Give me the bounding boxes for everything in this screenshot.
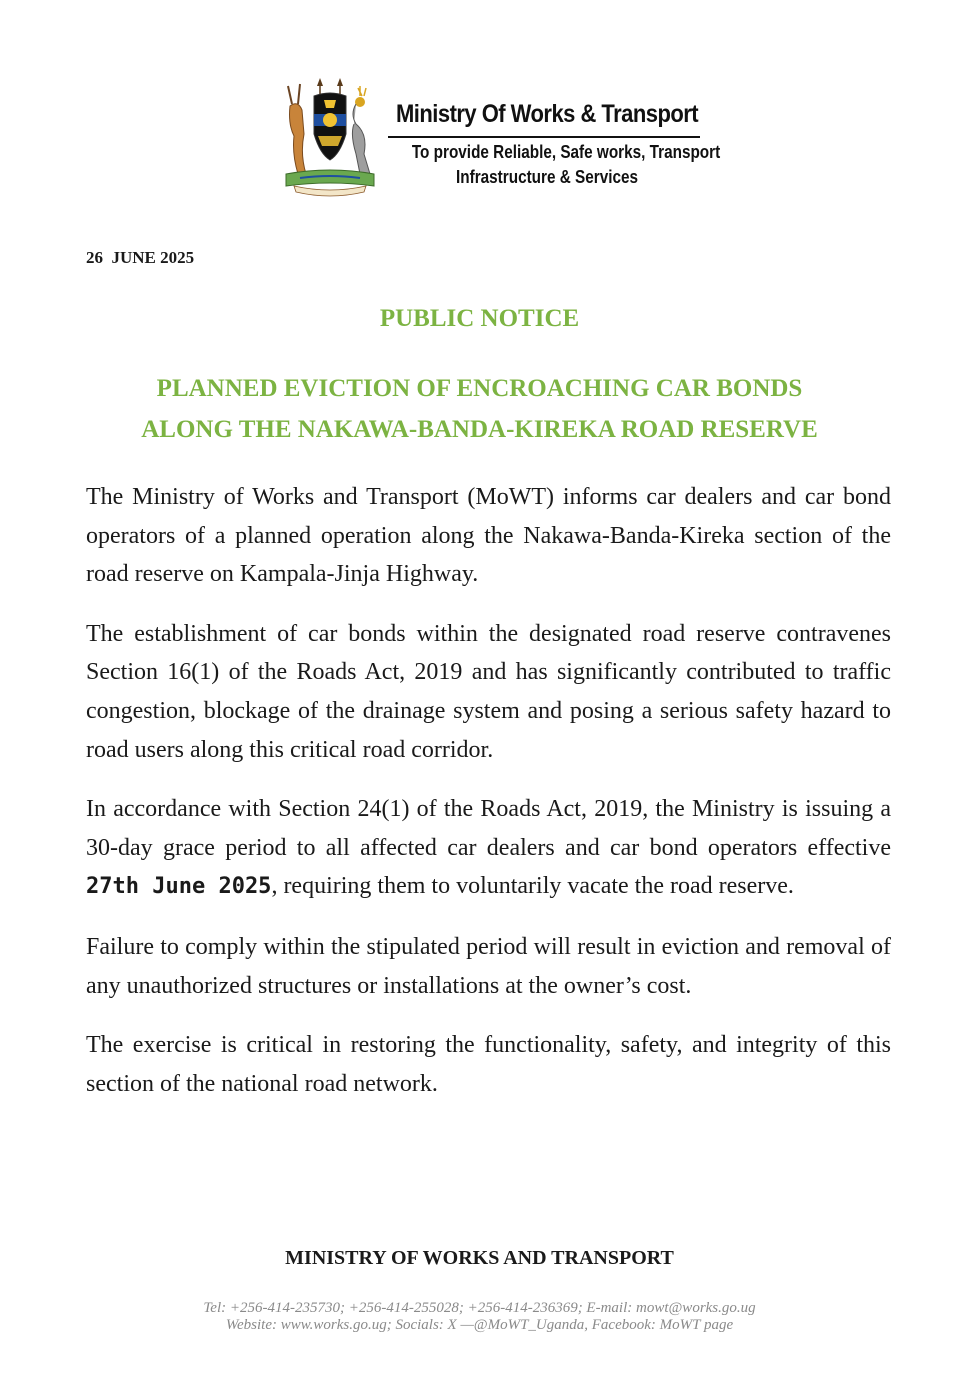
letterhead [280,74,721,209]
paragraph-2: The establishment of car bonds within the designated road reserve contravenes Section 16(1) of the Roads Act, 2019 and has significantly contributed to traffic congestion, blockage of the drainage system and posing a serious safety hazard to road users along this critical road corridor. [86,620,891,763]
notice-title-line2: ALONG THE NAKAWA-BANDA-KIREKA ROAD RESERVE [141,416,818,443]
ministry-name-underline [388,136,700,138]
ministry-name: Ministry Of Works & Transport [396,100,699,128]
paragraph-3-after: , requiring them to voluntarily vacate the road reserve. [271,873,794,900]
footer-contact-line: Tel: +256-414-235730; +256-414-255028; +256-414-236369; E-mail: mowt@works.go.ug [203,1300,756,1316]
paragraph-4: Failure to comply within the stipulated period will result in eviction and removal of any unauthorized structures or installations at the owner’s cost. [86,933,891,999]
ministry-tagline-line1: To provide Reliable, Safe works, Transport [411,142,721,162]
effective-date: 27th June 2025 [86,874,272,900]
ministry-tagline-line2: Infrastructure & Services [456,167,638,187]
footer-web-line: Website: www.works.go.ug; Socials: X —@MoWT_Uganda, Facebook: MoWT page [225,1317,734,1333]
notice-title [40,368,919,450]
paragraph-1: The Ministry of Works and Transport (MoWT) informs car dealers and car bond operators of a planned operation along the Nakawa-Banda-Kireka section of the road reserve on Kampala-Jinja Highway. [86,484,891,588]
notice-date: 26 JUNE 2025 [86,248,195,267]
footer-contacts [0,1300,959,1334]
notice-type-heading: PUBLIC NOTICE [379,305,580,332]
coat-of-arms-icon [280,74,380,209]
paragraph-3-before: In accordance with Section 24(1) of the Roads Act, 2019, the Ministry is issuing a 30-day grace period to all affected car dealers and car bond operators effective [86,796,891,861]
notice-title-line1: PLANNED EVICTION OF ENCROACHING CAR BONDS [156,375,803,402]
signature: MINISTRY OF WORKS AND TRANSPORT [285,1247,674,1269]
notice-body [86,478,891,1124]
paragraph-5: The exercise is critical in restoring the functionality, safety, and integrity of this section of the national road network. [86,1032,891,1097]
paragraph-3 [86,790,891,907]
